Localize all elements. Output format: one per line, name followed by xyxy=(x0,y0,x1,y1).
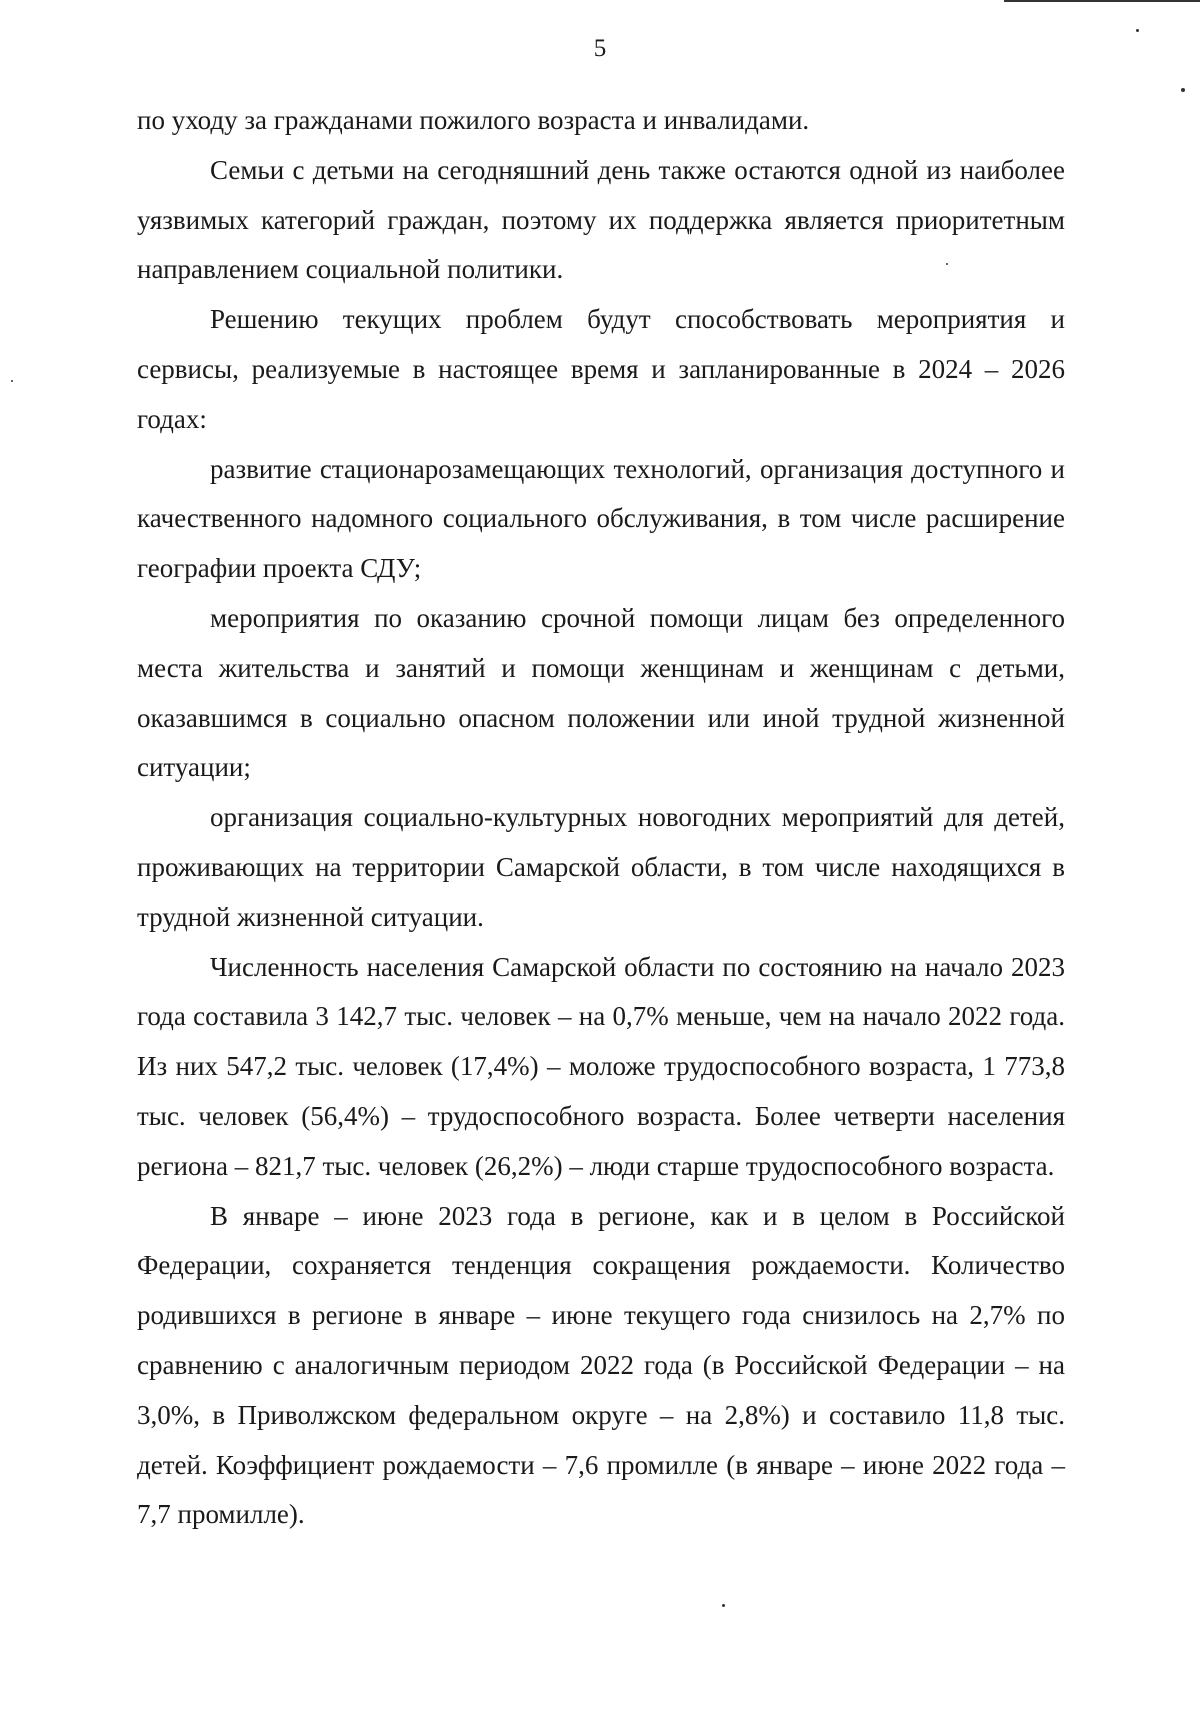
paragraph: Решению текущих проблем будут способствовать мероприятия и сервисы, реализуемые в настоящее время и запланированные в 2024 – 2026 годах: xyxy=(137,304,1065,434)
paragraph: развитие стационарозамещающих технологий, организация доступного и качественного надомного социального обслуживания, в том числе расширение географии проекта СДУ; xyxy=(137,453,1065,584)
paragraph: организация социально-культурных новогодних мероприятий для детей, проживающих на территории Самарской области, в том числе находящихся в трудной жизненной ситуации. xyxy=(137,802,1065,932)
scan-edge-line xyxy=(1004,0,1200,2)
page-number: 5 xyxy=(593,35,607,62)
scan-speck xyxy=(1181,88,1185,92)
scan-speck xyxy=(1136,29,1139,32)
scan-speck xyxy=(11,380,13,382)
paragraph: Численность населения Самарской области по состоянию на начало 2023 года составила 3 142,7 тыс. человек – на 0,7% меньше, чем на начало 2022 года. Из них 547,2 тыс. человек (17,4%) – моложе трудоспособного возраста, 1 773,8 тыс. человек (56,4%) – трудоспособного возраста. Более четверти населения региона – 821,7 тыс. человек (26,2%) – люди старше трудоспособного возраста. xyxy=(137,951,1065,1181)
document-body xyxy=(137,96,1065,1540)
paragraph: мероприятия по оказанию срочной помощи лицам без определенного места жительства и занятий и помощи женщинам и женщинам с детьми, оказавшимся в социально опасном положении или иной трудной жизненной ситуации; xyxy=(137,602,1065,783)
scan-speck xyxy=(722,1604,725,1607)
paragraph: В январе – июне 2023 года в регионе, как и в целом в Российской Федерации, сохраняется тенденция сокращения рождаемости. Количество родившихся в регионе в январе – июне текущего года снизилось на 2,7% по сравнению с аналогичным периодом 2022 года (в Российской Федерации – на 3,0%, в Приволжском федеральном округе – на 2,8%) и составило 11,8 тыс. детей. Коэффициент рождаемости – 7,6 промилле (в январе – июне 2022 года – 7,7 промилле). xyxy=(137,1200,1065,1530)
paragraph: Семьи с детьми на сегодняшний день также остаются одной из наиболее уязвимых категорий граждан, поэтому их поддержка является приоритетным направлением социальной политики. xyxy=(137,154,1065,285)
paragraph: по уходу за гражданами пожилого возраста и инвалидами. xyxy=(137,105,810,135)
